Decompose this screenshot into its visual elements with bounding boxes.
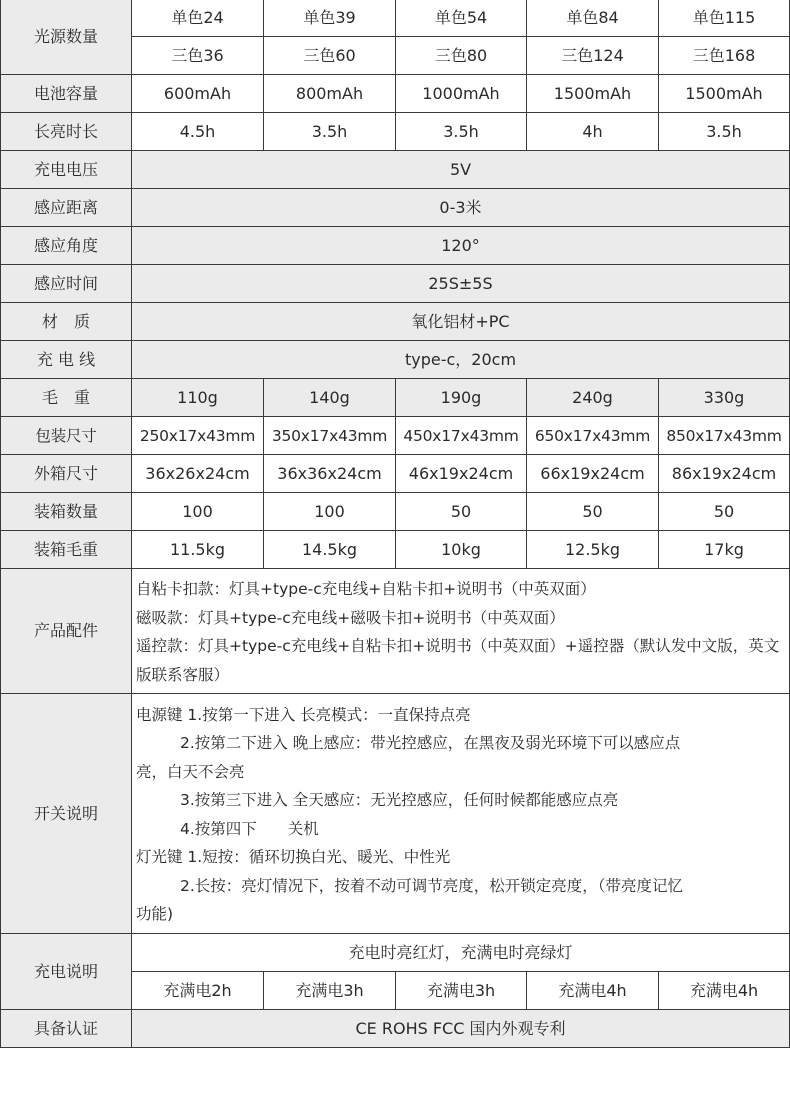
switch-line: 亮，白天不会亮 <box>136 762 245 781</box>
label-charging: 充电说明 <box>1 934 132 1010</box>
cell-carton-qty-3: 50 <box>396 493 527 531</box>
row-sense-angle <box>1 227 790 265</box>
cell-carton-weight-5: 17kg <box>659 531 790 569</box>
cell-package-2: 350x17x43mm <box>264 417 396 455</box>
cell-mono-2: 单色39 <box>264 0 396 37</box>
cell-charging-3: 充满电3h <box>396 972 527 1010</box>
cell-accessories <box>132 569 790 694</box>
cell-runtime-3: 3.5h <box>396 113 527 151</box>
label-sense-angle: 感应角度 <box>1 227 132 265</box>
cell-charging-5: 充满电4h <box>659 972 790 1010</box>
label-sense-distance: 感应距离 <box>1 189 132 227</box>
row-battery <box>1 75 790 113</box>
cell-sense-angle: 120° <box>132 227 790 265</box>
cell-carton-qty-5: 50 <box>659 493 790 531</box>
cell-package-3: 450x17x43mm <box>396 417 527 455</box>
cell-runtime-1: 4.5h <box>132 113 264 151</box>
cell-tri-2: 三色60 <box>264 37 396 75</box>
label-accessories: 产品配件 <box>1 569 132 694</box>
cell-battery-3: 1000mAh <box>396 75 527 113</box>
cell-carton-size-4: 66x19x24cm <box>527 455 659 493</box>
label-light-source: 光源数量 <box>1 0 132 75</box>
row-runtime <box>1 113 790 151</box>
label-carton-weight: 装箱毛重 <box>1 531 132 569</box>
cell-battery-1: 600mAh <box>132 75 264 113</box>
cell-carton-size-5: 86x19x24cm <box>659 455 790 493</box>
cell-charging-summary: 充电时亮红灯，充满电时亮绿灯 <box>132 934 790 972</box>
cell-weight-1: 110g <box>132 379 264 417</box>
row-package-size <box>1 417 790 455</box>
cell-charging-4: 充满电4h <box>527 972 659 1010</box>
cell-battery-4: 1500mAh <box>527 75 659 113</box>
accessory-line: 磁吸款：灯具+type-c充电线+磁吸卡扣+说明书（中英双面） <box>136 608 565 627</box>
cell-carton-qty-4: 50 <box>527 493 659 531</box>
cell-carton-weight-2: 14.5kg <box>264 531 396 569</box>
cell-battery-5: 1500mAh <box>659 75 790 113</box>
row-weight <box>1 379 790 417</box>
row-carton-size <box>1 455 790 493</box>
switch-line: 2.按第二下进入 晚上感应：带光控感应，在黑夜及弱光环境下可以感应点 <box>180 734 681 752</box>
cell-carton-weight-3: 10kg <box>396 531 527 569</box>
row-light-source <box>1 0 790 37</box>
switch-line: 4.按第四下 关机 <box>180 819 319 838</box>
row-carton-weight <box>1 531 790 569</box>
cell-charging-1: 充满电2h <box>132 972 264 1010</box>
cell-material: 氧化铝材+PC <box>132 303 790 341</box>
cell-cable: type-c，20cm <box>132 341 790 379</box>
accessory-line: 自粘卡扣款：灯具+type-c充电线+自粘卡扣+说明书（中英双面） <box>136 580 596 598</box>
label-carton-size: 外箱尺寸 <box>1 455 132 493</box>
cell-switch-info <box>132 694 790 934</box>
cell-package-5: 850x17x43mm <box>659 417 790 455</box>
label-weight: 毛 重 <box>1 379 132 417</box>
cell-weight-3: 190g <box>396 379 527 417</box>
row-voltage <box>1 151 790 189</box>
row-carton-qty <box>1 493 790 531</box>
cell-weight-2: 140g <box>264 379 396 417</box>
label-voltage: 充电电压 <box>1 151 132 189</box>
switch-line: 2.长按：亮灯情况下，按着不动可调节亮度，松开锁定亮度，（带亮度记忆 <box>180 876 684 895</box>
row-certification <box>1 1010 790 1048</box>
cell-mono-1: 单色24 <box>132 0 264 37</box>
cell-tri-4: 三色124 <box>527 37 659 75</box>
cell-package-1: 250x17x43mm <box>132 417 264 455</box>
row-cable <box>1 341 790 379</box>
cell-carton-qty-1: 100 <box>132 493 264 531</box>
label-material: 材 质 <box>1 303 132 341</box>
cell-sense-distance: 0-3米 <box>132 189 790 227</box>
label-certification: 具备认证 <box>1 1010 132 1048</box>
row-sense-time <box>1 265 790 303</box>
cell-runtime-2: 3.5h <box>264 113 396 151</box>
switch-line: 3.按第三下进入 全天感应：无光控感应，任何时候都能感应点亮 <box>180 791 619 809</box>
switch-line: 灯光键 1.短按：循环切换白光、暖光、中性光 <box>136 848 451 866</box>
label-cable: 充 电 线 <box>1 341 132 379</box>
row-sense-distance <box>1 189 790 227</box>
cell-battery-2: 800mAh <box>264 75 396 113</box>
cell-runtime-4: 4h <box>527 113 659 151</box>
cell-tri-1: 三色36 <box>132 37 264 75</box>
cell-voltage: 5V <box>132 151 790 189</box>
label-package-size: 包装尺寸 <box>1 417 132 455</box>
cell-carton-size-2: 36x36x24cm <box>264 455 396 493</box>
cell-package-4: 650x17x43mm <box>527 417 659 455</box>
cell-weight-4: 240g <box>527 379 659 417</box>
cell-mono-5: 单色115 <box>659 0 790 37</box>
cell-carton-weight-1: 11.5kg <box>132 531 264 569</box>
cell-runtime-5: 3.5h <box>659 113 790 151</box>
cell-certification: CE ROHS FCC 国内外观专利 <box>132 1010 790 1048</box>
label-carton-qty: 装箱数量 <box>1 493 132 531</box>
cell-weight-5: 330g <box>659 379 790 417</box>
cell-tri-5: 三色168 <box>659 37 790 75</box>
label-battery: 电池容量 <box>1 75 132 113</box>
cell-charging-2: 充满电3h <box>264 972 396 1010</box>
cell-carton-qty-2: 100 <box>264 493 396 531</box>
cell-carton-size-3: 46x19x24cm <box>396 455 527 493</box>
row-charging-summary <box>1 934 790 972</box>
row-switch-info <box>1 694 790 934</box>
cell-carton-weight-4: 12.5kg <box>527 531 659 569</box>
row-material <box>1 303 790 341</box>
cell-sense-time: 25S±5S <box>132 265 790 303</box>
cell-carton-size-1: 36x26x24cm <box>132 455 264 493</box>
switch-line: 电源键 1.按第一下进入 长亮模式：一直保持点亮 <box>136 705 471 724</box>
cell-mono-4: 单色84 <box>527 0 659 37</box>
cell-mono-3: 单色54 <box>396 0 527 37</box>
label-switch-info: 开关说明 <box>1 694 132 934</box>
accessory-line: 遥控款：灯具+type-c充电线+自粘卡扣+说明书（中英双面）+遥控器（默认发中文版，英文版联系客服） <box>136 637 780 684</box>
cell-tri-3: 三色80 <box>396 37 527 75</box>
label-runtime: 长亮时长 <box>1 113 132 151</box>
label-sense-time: 感应时间 <box>1 265 132 303</box>
switch-line: 功能) <box>136 905 174 923</box>
row-accessories <box>1 569 790 694</box>
